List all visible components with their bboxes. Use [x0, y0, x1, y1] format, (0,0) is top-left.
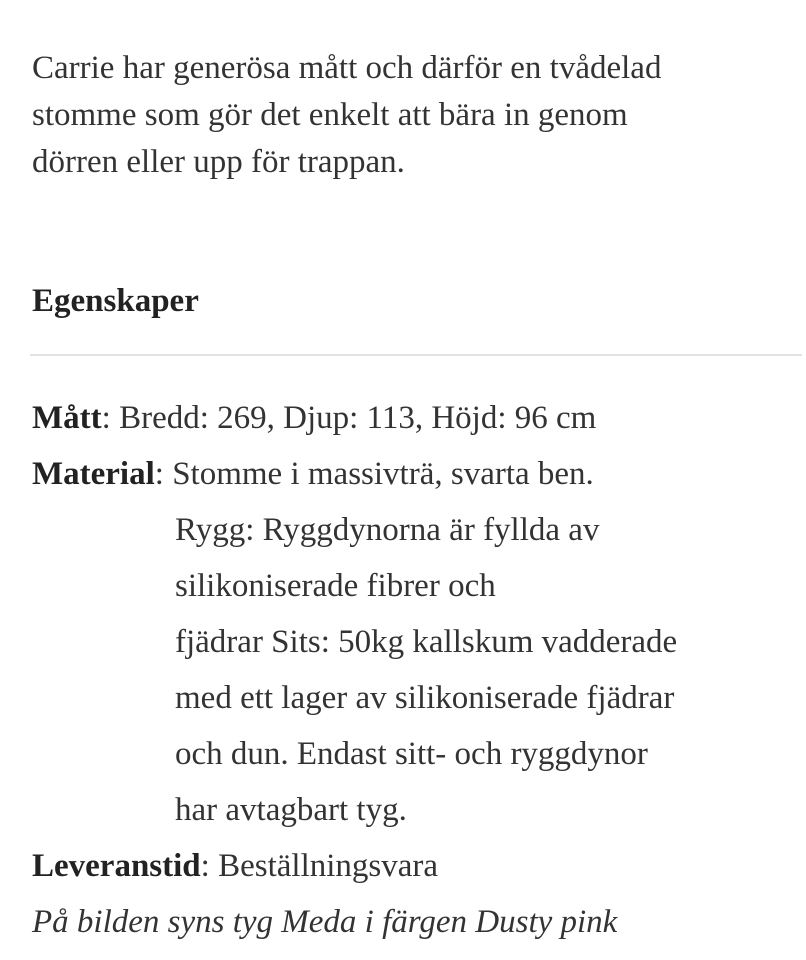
dimensions-row: Mått: Bredd: 269, Djup: 113, Höjd: 96 cm [32, 400, 597, 436]
material-value-line: har avtagbart tyg. [175, 792, 407, 828]
material-value-line: och dun. Endast sitt- och ryggdynor [175, 736, 648, 772]
material-value-line: Stomme i massivträ, svarta ben. [172, 456, 594, 492]
delivery-row: Leveranstid: Beställningsvara [32, 848, 439, 884]
properties-heading: Egenskaper [32, 283, 199, 319]
material-value-line: med ett lager av silikoniserade fjädrar [175, 680, 675, 716]
delivery-value: Beställningsvara [218, 848, 439, 884]
description-line: dörren eller upp för trappan. [32, 144, 405, 180]
material-value-line: fjädrar Sits: 50kg kallskum vadderade [175, 624, 678, 660]
dimensions-label: Mått [32, 400, 102, 436]
section-divider [30, 354, 802, 356]
material-row: Material: Stomme i massivträ, svarta ben. [32, 456, 594, 492]
material-value-line: silikoniserade fibrer och [175, 568, 496, 604]
material-value-line: Rygg: Ryggdynorna är fyllda av [175, 512, 600, 548]
product-description [32, 45, 792, 186]
delivery-label: Leveranstid [32, 848, 201, 884]
properties-list [32, 390, 802, 950]
image-caption: På bilden syns tyg Meda i färgen Dusty pink [32, 904, 618, 940]
material-details [175, 502, 795, 838]
description-line: stomme som gör det enkelt att bära in genom [32, 97, 628, 133]
material-label: Material [32, 456, 155, 492]
dimensions-value: Bredd: 269, Djup: 113, Höjd: 96 cm [119, 400, 597, 436]
description-line: Carrie har generösa mått och därför en tvådelad [32, 50, 662, 86]
